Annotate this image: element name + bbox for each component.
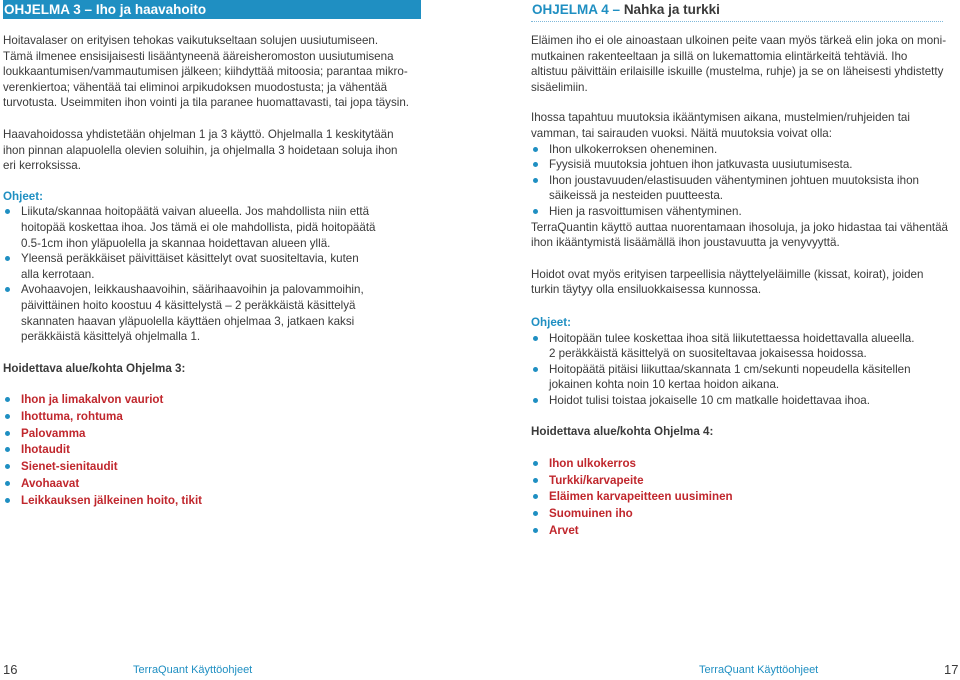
list-item: Yleensä peräkkäiset päivittäiset käsittelyt ovat suositeltavia, kuten alla kerrotaan. [3, 251, 423, 282]
bullet-icon [533, 511, 538, 516]
intro-paragraph: Eläimen iho ei ole ainoastaan ulkoinen peite vaan myös tärkeä elin joka on moni- mutkainen rakenteeltaan ja sillä on lukemattomia elintärkeitä tehtäviä. Iho altistuu päivittäin erilaisille iskuille (mustelma, ruhje) ja se on läheisesti yhdistetty sisäelimiin. [531, 34, 947, 94]
list-item: Hoitopäätä pitäisi liikuttaa/skannata 1 cm/sekunti nopeudella käsitellen jokainen kohta noin 10 kertaa hoidon aikana. [531, 362, 951, 393]
list-item: Palovamma [3, 426, 423, 443]
areas-heading: Hoidettava alue/kohta Ohjelma 4: [531, 425, 714, 439]
footer-right: TerraQuant Käyttöohjeet [699, 664, 819, 676]
title-divider [531, 21, 943, 22]
changes-list [531, 142, 951, 220]
list-item: Hoidot tulisi toistaa jokaiselle 10 cm matkalle hoidettavaa ihoa. [531, 393, 951, 409]
bullet-icon [533, 336, 538, 341]
list-item: Suomuinen iho [531, 506, 951, 523]
list-item: Fyysisiä muutoksia johtuen ihon jatkuvasta uusiutumisesta. [531, 157, 951, 173]
title-dash: – [84, 2, 93, 17]
page-number-left: 16 [3, 662, 18, 677]
list-item: Liikuta/skannaa hoitopäätä vaivan alueella. Jos mahdollista niin että hoitopää koskettaa ihoa. Jos tämä ei ole mahdollista, pidä hoitopäätä 0.5-1cm ihon yläpuolella ja skannaa hoidettavan alueen yllä. [3, 204, 423, 251]
pets-paragraph: Hoidot ovat myös erityisen tarpeellisia näyttelyeläimille (kissat, koirat), joiden turkin täytyy olla ensiluokkaisessa kunnossa. [531, 267, 924, 297]
footer-left: TerraQuant Käyttöohjeet [133, 664, 253, 676]
terraquant-paragraph: TerraQuantin käyttö auttaa nuorentamaan ihosoluja, ja joko hidastaa tai vähentää ihon ikääntymistä lisäämällä ihon joustavuutta ja venyvyyttä. [531, 220, 949, 250]
title-prefix: OHJELMA 3 [4, 2, 81, 17]
bullet-icon [533, 478, 538, 483]
title-prefix: OHJELMA 4 [532, 2, 609, 17]
usage-paragraph: Haavahoidossa yhdistetään ohjelman 1 ja 3 käyttö. Ohjelmalla 1 keskitytään ihon pinnan alapuolella olevien soluihin, ja ohjelmalla 3 hoidetaan soluja ihon eri kerroksissa. [3, 127, 398, 173]
list-item: Ihotaudit [3, 442, 423, 459]
instructions-heading: Ohjeet: [531, 315, 571, 329]
list-item: Ihon ulkokerroksen oheneminen. [531, 142, 951, 158]
bullet-icon [5, 481, 10, 486]
list-item: Ihon ja limakalvon vauriot [3, 392, 423, 409]
bullet-icon [533, 494, 538, 499]
bullet-icon [5, 464, 10, 469]
bullet-icon [533, 162, 538, 167]
list-item: Sienet-sienitaudit [3, 459, 423, 476]
bullet-icon [533, 528, 538, 533]
list-item: Ihon joustavuuden/elastisuuden vähentyminen johtuen muutoksista ihon säikeissä ja nesteiden puutteesta. [531, 173, 951, 204]
bullet-icon [5, 447, 10, 452]
bullet-icon [533, 178, 538, 183]
list-item: Leikkauksen jälkeinen hoito, tikit [3, 493, 423, 510]
page-title-ohjelma-3 [3, 0, 433, 19]
title-rest: Nahka ja turkki [623, 2, 720, 17]
instructions-heading: Ohjeet: [3, 189, 43, 203]
page-number-right: 17 [944, 662, 959, 677]
page-16-body [3, 33, 423, 509]
bullet-icon [5, 397, 10, 402]
bullet-icon [5, 209, 10, 214]
title-dash: – [612, 2, 621, 17]
list-item: Ihottuma, rohtuma [3, 409, 423, 426]
areas-heading: Hoidettava alue/kohta Ohjelma 3: [3, 361, 186, 375]
bullet-icon [5, 431, 10, 436]
instructions-list [3, 204, 423, 344]
bullet-icon [5, 256, 10, 261]
bullet-icon [533, 367, 538, 372]
list-item: Hoitopään tulee koskettaa ihoa sitä liikutettaessa hoidettavalla alueella. 2 peräkkäistä käsittelyä on suositeltavaa jokaisessa hoidossa. [531, 331, 951, 362]
list-item: Arvet [531, 523, 951, 540]
areas-list [3, 392, 423, 509]
bullet-icon [5, 498, 10, 503]
page-17-body [531, 33, 951, 540]
list-item: Eläimen karvapeitteen uusiminen [531, 489, 951, 506]
bullet-icon [533, 209, 538, 214]
intro-paragraph: Hoitavalaser on erityisen tehokas vaikutukseltaan solujen uusiutumiseen. Tämä ilmenee ensisijaisesti lisääntyneenä ääreisheromoston uusiutumisena loukkaantumisen/vammautumisen jälkeen; kiihdyttää mitoosia; parantaa mikro- verenkiertoa; vähentää tai eliminoi arpikudoksen muodostusta; ja vähentää turvotusta. Useimmiten ihon vointi ja tila paranee huomattavasti, tai jopa täysin. [3, 34, 409, 110]
bullet-icon [533, 147, 538, 152]
bullet-icon [533, 461, 538, 466]
page-title-ohjelma-4 [531, 0, 960, 19]
list-item: Avohaavat [3, 476, 423, 493]
list-item: Avohaavojen, leikkaushaavoihin, säärihaavoihin ja palovammoihin, päivittäinen hoito koostuu 4 käsittelystä – 2 peräkkäistä käsittelyä skannaten haavan yläpuolella käyttäen ohjelmaa 3, jatkaen kaksi peräkkäistä käsittelyä ohjelmalla 1. [3, 282, 423, 344]
aging-paragraph: Ihossa tapahtuu muutoksia ikääntymisen aikana, mustelmien/ruhjeiden tai vamman, tai sairauden vuoksi. Näitä muutoksia voivat olla: [531, 111, 910, 140]
bullet-icon [533, 398, 538, 403]
areas-list [531, 456, 951, 540]
bullet-icon [5, 287, 10, 292]
instructions-list [531, 331, 951, 409]
list-item: Ihon ulkokerros [531, 456, 951, 473]
title-rest: Iho ja haavahoito [95, 2, 207, 17]
list-item: Turkki/karvapeite [531, 473, 951, 490]
bullet-icon [5, 414, 10, 419]
list-item: Hien ja rasvoittumisen vähentyminen. [531, 204, 951, 220]
